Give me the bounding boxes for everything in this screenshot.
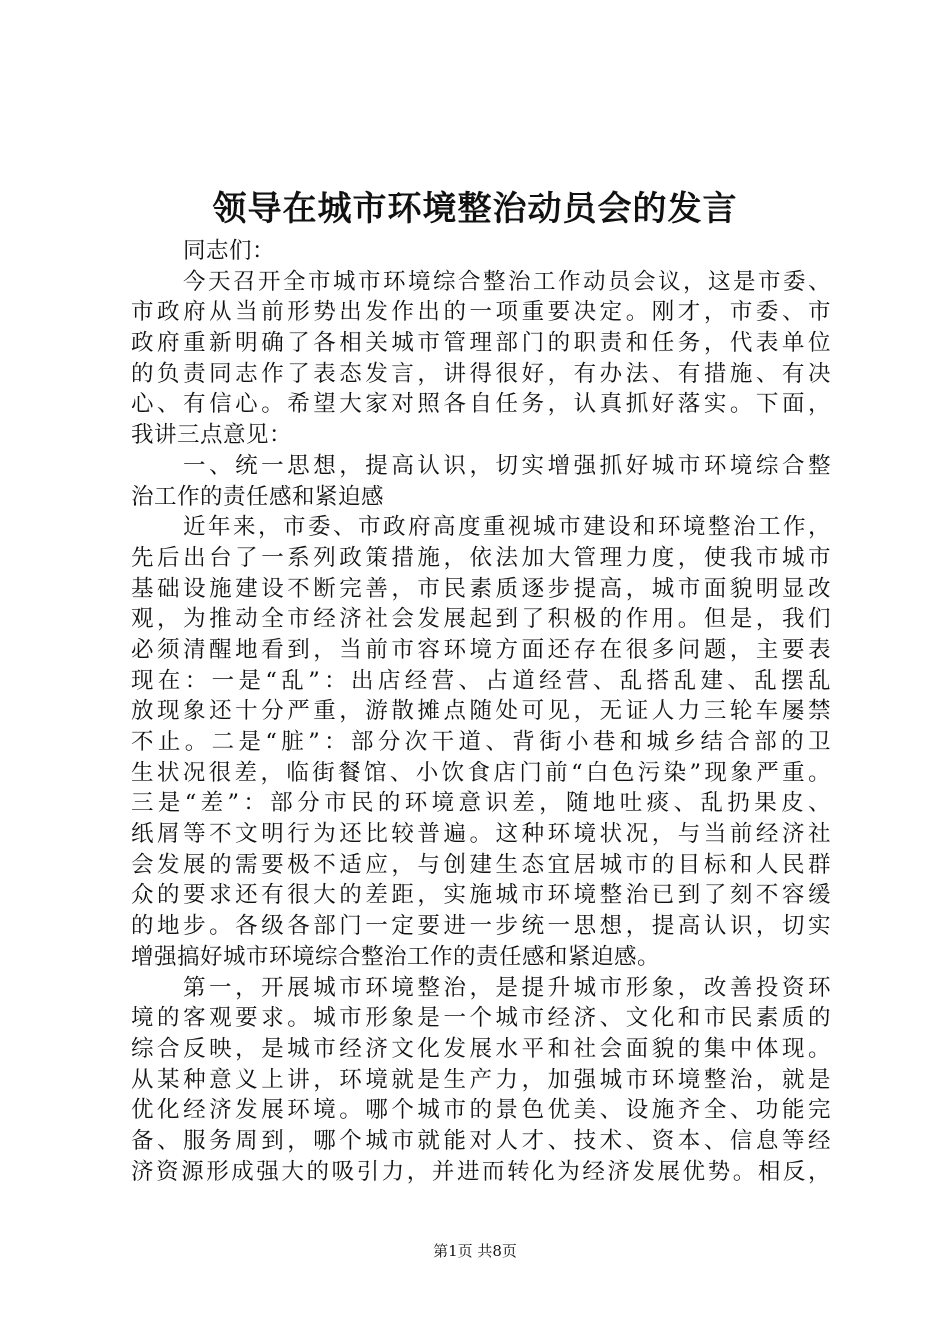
body-line: 众的要求还有很大的差距，实施城市环境整治已到了刻不容缓 bbox=[131, 882, 831, 909]
body-line: 市政府从当前形势出发作出的一项重要决定。刚才，市委、市 bbox=[131, 299, 831, 326]
body-line: 一、统一思想，提高认识，切实增强抓好城市环境综合整 bbox=[183, 452, 831, 479]
body-line: 不止。二是“脏”：部分次干道、背街小巷和城乡结合部的卫 bbox=[131, 729, 831, 755]
body-line: 放现象还十分严重，游散摊点随处可见，无证人力三轮车屡禁 bbox=[131, 698, 831, 725]
body-line: 生状况很差，临街餐馆、小饮食店门前“白色污染”现象严重。 bbox=[131, 759, 831, 786]
body-line: 政府重新明确了各相关城市管理部门的职责和任务，代表单位 bbox=[131, 330, 831, 357]
body-line: 增强搞好城市环境综合整治工作的责任感和紧迫感。 bbox=[131, 943, 661, 970]
body-line: 纸屑等不文明行为还比较普遍。这种环境状况，与当前经济社 bbox=[131, 821, 831, 848]
body-line: 第一，开展城市环境整治，是提升城市形象，改善投资环 bbox=[183, 974, 831, 1001]
body-line: 境的客观要求。城市形象是一个城市经济、文化和市民素质的 bbox=[131, 1005, 831, 1032]
body-line: 现在：一是“乱”：出店经营、占道经营、乱搭乱建、乱摆乱 bbox=[131, 667, 831, 694]
body-line: 济资源形成强大的吸引力，并进而转化为经济发展优势。相反， bbox=[131, 1158, 831, 1185]
body-line: 从某种意义上讲，环境就是生产力，加强城市环境整治，就是 bbox=[131, 1066, 831, 1093]
body-line: 先后出台了一系列政策措施，依法加大管理力度，使我市城市 bbox=[131, 544, 831, 571]
body-line: 备、服务周到，哪个城市就能对人才、技术、资本、信息等经 bbox=[131, 1127, 831, 1154]
body-line: 的负责同志作了表态发言，讲得很好，有办法、有措施、有决 bbox=[131, 360, 831, 387]
body-line: 今天召开全市城市环境综合整治工作动员会议，这是市委、 bbox=[183, 268, 831, 295]
body-line: 综合反映，是城市经济文化发展水平和社会面貌的集中体现。 bbox=[131, 1035, 831, 1062]
body-line: 同志们： bbox=[183, 238, 276, 264]
body-line: 的地步。各级各部门一定要进一步统一思想，提高认识，切实 bbox=[131, 913, 831, 940]
body-line: 治工作的责任感和紧迫感 bbox=[131, 483, 385, 510]
page-footer: 第1页 共8页 bbox=[433, 1242, 517, 1260]
page-title: 领导在城市环境整治动员会的发言 bbox=[212, 189, 738, 229]
body-line: 基础设施建设不断完善，市民素质逐步提高，城市面貌明显改 bbox=[131, 575, 831, 602]
body-line: 三是“差”：部分市民的环境意识差，随地吐痰、乱扔果皮、 bbox=[131, 790, 831, 817]
body-line: 优化经济发展环境。哪个城市的景色优美、设施齐全、功能完 bbox=[131, 1097, 831, 1124]
body-line: 必须清醒地看到，当前市容环境方面还存在很多问题，主要表 bbox=[131, 636, 831, 663]
body-text bbox=[131, 236, 831, 1187]
body-line: 观，为推动全市经济社会发展起到了积极的作用。但是，我们 bbox=[131, 606, 831, 633]
body-line: 我讲三点意见： bbox=[131, 422, 293, 449]
body-line: 近年来，市委、市政府高度重视城市建设和环境整治工作， bbox=[183, 514, 831, 541]
body-line: 会发展的需要极不适应，与创建生态宜居城市的目标和人民群 bbox=[131, 851, 831, 878]
body-line: 心、有信心。希望大家对照各自任务，认真抓好落实。下面， bbox=[131, 391, 831, 418]
